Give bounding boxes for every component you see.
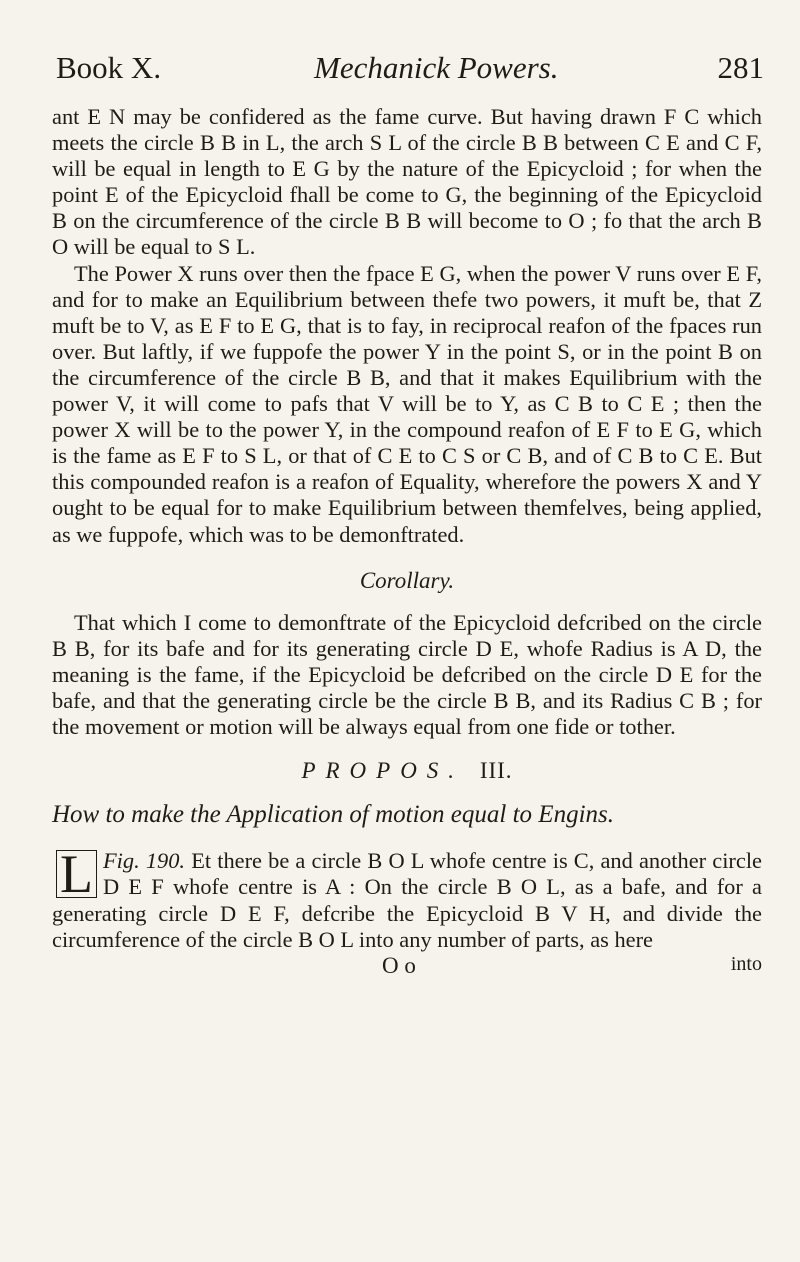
corollary-text: That which I come to demonftrate of the Epicycloid defcribed on the circle B B, for its bafe and for its generating circle D E, whofe Radius is A D, the meaning is the fame, if the Epicycloid be defcribed on the circle D E for the bafe, and that the generating circle be the circle B B, and its Radius C B ; for the movement or motion will be always equal from one fide or tother. — [52, 609, 762, 740]
corollary-heading: Corollary. — [359, 567, 455, 593]
paragraph-1: ant E N may be confidered as the fame curve. But having drawn F C which meets the circle B B in L, the arch S L of the circle B B between C E and C F, will be equal in length to E G by the nature of the Epicycloid ; for when the point E of the Epicycloid fhall be come to G, the beginning of the Epicycloid B on the circumference of the circle B B will become to O ; fo that the arch B O will be equal to S L. — [52, 104, 762, 260]
page-number: 281 — [717, 50, 764, 85]
proposition-heading — [52, 758, 762, 784]
book-page — [52, 50, 762, 983]
proposition-label: PROPOS. — [301, 758, 465, 784]
figure-reference: Fig. 190. — [103, 848, 186, 874]
main-text — [52, 104, 762, 953]
page-footer — [52, 953, 762, 983]
paragraph-2: The Power X runs over then the fpace E G, when the power V runs over E F, and for to make an Equilibrium between thefe two powers, it muft be, that Z muft be to V, as E F to E G, that is to fay, in reciprocal reafon of the fpaces run over. But laftly, if we fuppofe the power Y in the point S, or in the point B on the circumference of the circle B B, and that it makes Equilibrium with the power V, it will come to pafs that V will be to Y, as C B to C E ; then the power X will be to the power Y, in the compound reafon of E F to E G, which is the fame as E F to S L, or that of C E to C S or C B, and of C B to C E. But this compounded reafon is a reafon of Equality, wherefore the powers X and Y ought to be equal for to make Equilibrium between themfelves, being applied, as we fuppofe, which was to be demonftrated. — [52, 260, 762, 547]
book-number: Book X. — [56, 50, 162, 85]
drop-cap: L — [56, 850, 97, 898]
proposition-paragraph — [52, 844, 762, 952]
running-title: Mechanick Powers. — [314, 50, 559, 85]
proposition-number: III. — [479, 758, 513, 784]
catchword: into — [730, 952, 762, 975]
proposition-title: How to make the Application of motion equal to Engins. — [52, 801, 614, 829]
running-header — [52, 50, 762, 94]
proposition-text: Et there be a circle B O L whofe centre is C, and another circle D E F whofe centre is A : On the circle B O L, as a bafe, and for a generating circle D E F, defcribe the Epicycloid B V H, and divide the circumference of the circle B O L into any number of parts, as here — [52, 848, 762, 952]
signature-mark: O o — [382, 952, 416, 978]
